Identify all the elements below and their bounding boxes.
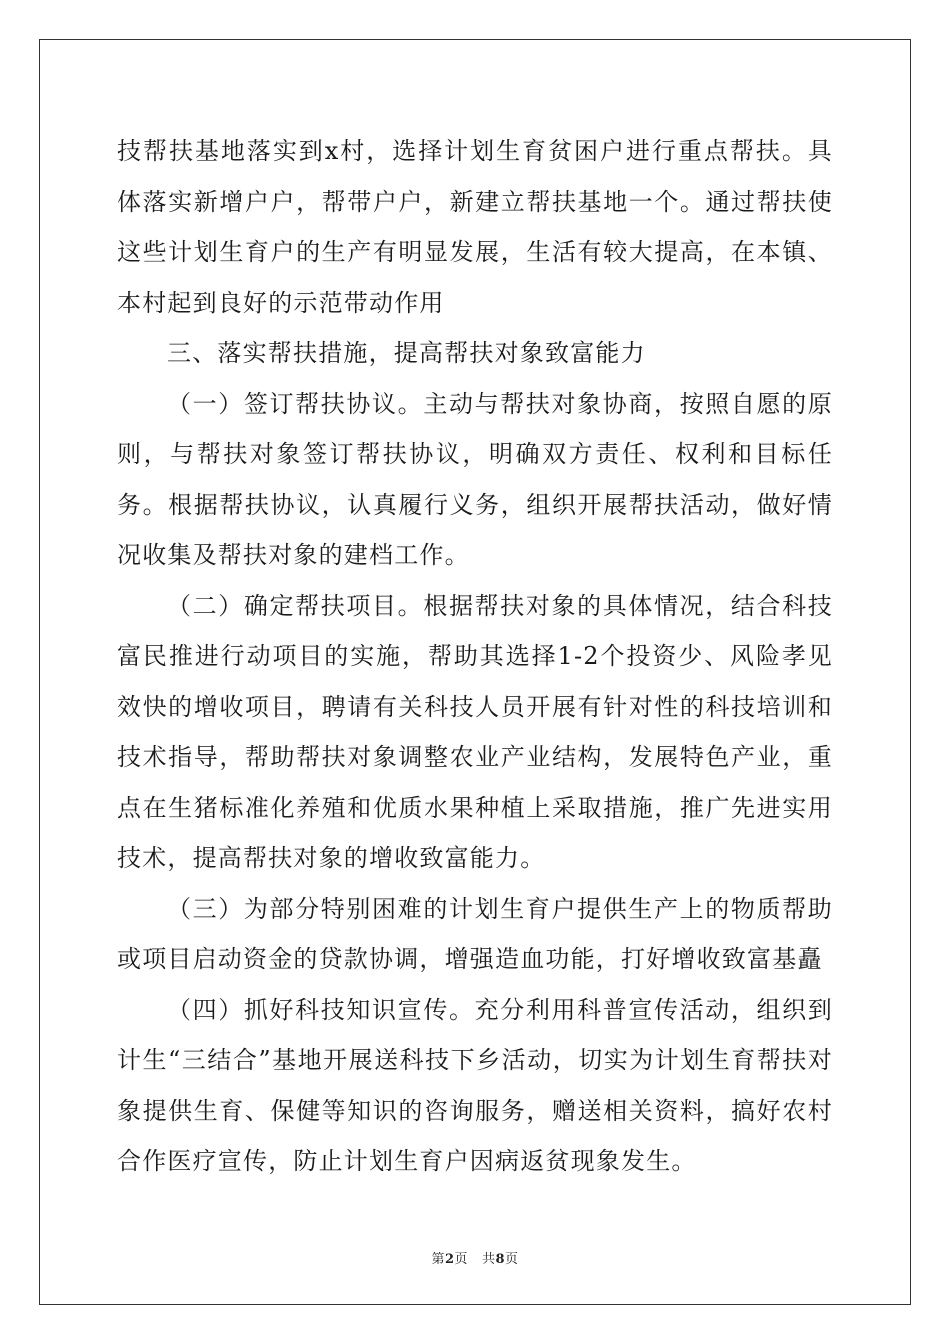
total-pages: 8	[495, 1252, 506, 1267]
paragraph-intro: 技帮扶基地落实到x村，选择计划生育贫困户进行重点帮扶。具体落实新增户户，帮带户户，新建立帮扶基地一个。通过帮扶使这些计划生育户的生产有明显发展，生活有较大提高，在本镇、本村起到良好的示范带动作用	[117, 137, 833, 317]
page-footer	[0, 1248, 950, 1267]
page-prefix: 第	[431, 1252, 445, 1267]
total-prefix: 共	[481, 1252, 496, 1267]
section-heading: 三、落实帮扶措施，提高帮扶对象致富能力	[167, 339, 646, 367]
paragraph-item-4: （四）抓好科技知识宣传。充分利用科普宣传活动，组织到计生“三结合”基地开展送科技下乡活动，切实为计划生育帮扶对象提供生育、保健等知识的咨询服务，赠送相关资料，搞好农村合作医疗宣传，防止计划生育户因病返贫现象发生。	[117, 995, 833, 1175]
total-suffix: 页	[505, 1252, 519, 1267]
paragraph-item-2: （二）确定帮扶项目。根据帮扶对象的具体情况，结合科技富民推进行动项目的实施，帮助其选择1-2个投资少、风险孝见效快的增收项目，聘请有关科技人员开展有针对性的科技培训和技术指导，帮助帮扶对象调整农业产业结构，发展特色产业，重点在生猪标准化养殖和优质水果种植上采取措施，推广先进实用技术，提高帮扶对象的增收致富能力。	[117, 591, 833, 872]
page-number: 2	[444, 1252, 455, 1267]
paragraph-item-3: （三）为部分特别困难的计划生育户提供生产上的物质帮助或项目启动资金的贷款协调，增强造血功能，打好增收致富基矗	[117, 894, 833, 973]
paragraph-item-1: （一）签订帮扶协议。主动与帮扶对象协商，按照自愿的原则，与帮扶对象签订帮扶协议，明确双方责任、权利和目标任务。根据帮扶协议，认真履行义务，组织开展帮扶活动，做好情况收集及帮扶对象的建档工作。	[117, 389, 833, 569]
document-body	[117, 126, 833, 1187]
page-suffix: 页	[454, 1252, 469, 1267]
